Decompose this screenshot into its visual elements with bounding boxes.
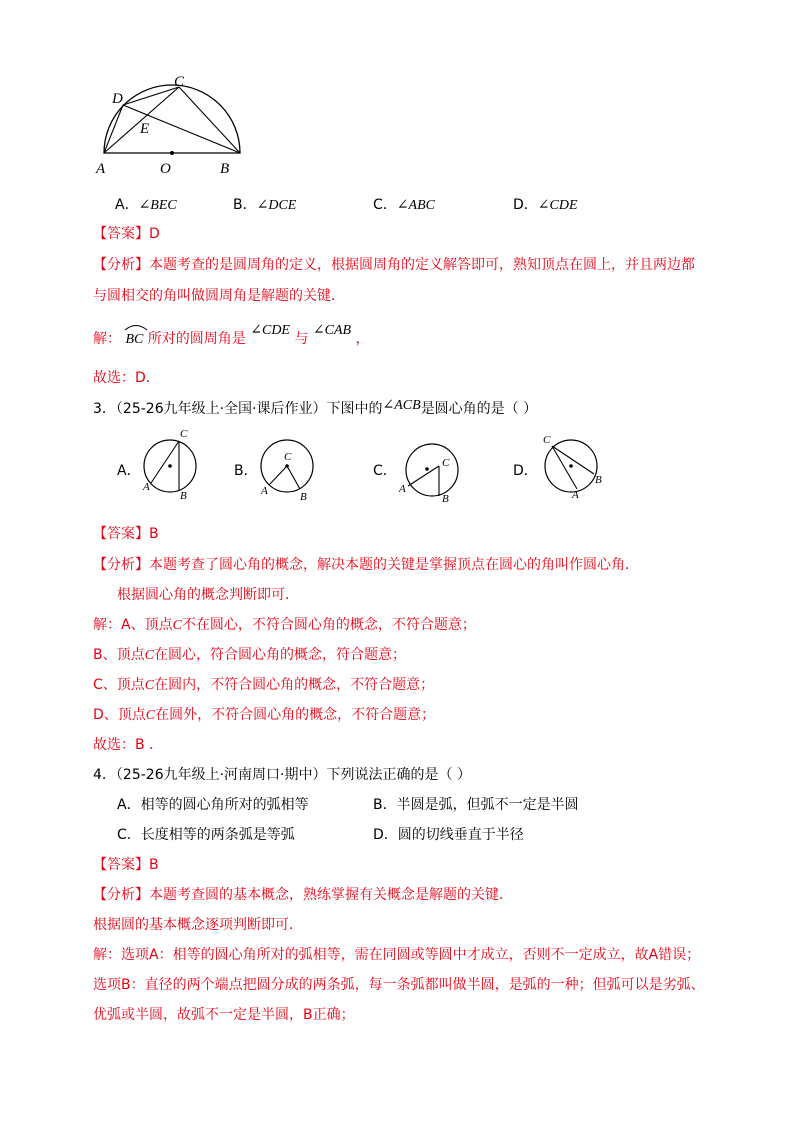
svg-text:A: A [572, 489, 579, 501]
label-b: B [220, 161, 230, 177]
q4-option-d[interactable]: D．圆的切线垂直于半径 [373, 827, 524, 843]
svg-text:C: C [180, 428, 188, 440]
label-d: D [112, 91, 123, 107]
q4-option-c[interactable]: C．长度相等的两条弧是等弧 [117, 827, 295, 843]
q4-option-b[interactable]: B．半圆是弧，但弧不一定是半圆 [373, 797, 579, 813]
q3-option-a-label[interactable]: A． [117, 463, 141, 479]
svg-text:B: B [442, 493, 449, 505]
q3-analysis-line-1: 【分析】本题考查了圆心角的概念，解决本题的关键是掌握顶点在圆心的角叫作圆心角． [93, 557, 639, 573]
q4-option-a[interactable]: A．相等的圆心角所对的弧相等 [117, 797, 309, 813]
q4-stem: 4．（25-26九年级上·河南周口·期中）下列说法正确的是（ ） [93, 767, 471, 783]
q3-answer: 【答案】B [93, 526, 159, 542]
q4-analysis-line-1: 【分析】本题考查圆的基本概念，熟练掌握有关概念是解题的关键． [93, 887, 513, 903]
q3-solution-b: B、顶点C在圆心，符合圆心角的概念，符合题意； [93, 647, 406, 663]
q3-solution-a: 解：A、顶点C不在圆心，不符合圆心角的概念，不符合题意； [93, 617, 476, 633]
q3-option-d-label[interactable]: D． [513, 463, 538, 479]
q3-option-c-figure[interactable] [396, 440, 462, 505]
q3-stem: 3．（25-26九年级上·全国·课后作业）下图中的∠ACB是圆心角的是（ ） [93, 398, 538, 417]
q2-answer: 【答案】D [93, 226, 160, 242]
q3-option-c-label[interactable]: C． [373, 463, 397, 479]
q2-option-c[interactable]: C．∠ABC [373, 197, 435, 213]
svg-text:C: C [543, 434, 551, 446]
label-a: A [96, 161, 106, 177]
svg-text:C: C [442, 457, 450, 469]
q2-analysis-line-2: 与圆相交的角叫做圆周角是解题的关键． [93, 288, 345, 304]
q4-solution-line-2: 选项B：直径的两个端点把圆分成的两条弧，每一条弧都叫做半圆，是弧的一种；但弧可以是劣弧、 [93, 977, 705, 993]
svg-text:A: A [143, 481, 150, 493]
q4-analysis-line-2: 根据圆的基本概念逐项判断即可． [93, 917, 303, 933]
label-o: O [160, 161, 171, 177]
svg-text:A: A [261, 485, 268, 497]
svg-text:C: C [284, 451, 292, 463]
arc-bc: BC [125, 331, 143, 349]
q4-solution-line-1: 解：选项A：相等的圆心角所对的弧相等，需在同圆或等圆中才成立，否则不一定成立，故A错误； [93, 947, 701, 963]
semicircle-figure [92, 74, 252, 180]
q3-solution-d: D、顶点C在圆外，不符合圆心角的概念，不符合题意； [93, 707, 436, 723]
q3-option-b-label[interactable]: B． [234, 463, 258, 479]
q2-option-b[interactable]: B．∠DCE [233, 197, 297, 213]
q2-option-a[interactable]: A．∠BEC [115, 197, 177, 213]
q3-solution-c: C、顶点C在圆内，不符合圆心角的概念，不符合题意； [93, 677, 435, 693]
svg-text:B: B [595, 474, 602, 486]
q3-option-a-figure[interactable] [140, 426, 200, 500]
q4-answer: 【答案】B [93, 857, 159, 873]
q3-option-d-figure[interactable] [538, 432, 606, 501]
label-c: C [174, 74, 185, 90]
label-e: E [140, 121, 150, 137]
q3-analysis-line-2: 根据圆心角的概念判断即可． [117, 587, 299, 603]
svg-text:B: B [180, 490, 187, 502]
q4-solution-line-3: 优弧或半圆，故弧不一定是半圆，B正确； [93, 1007, 355, 1023]
q2-choice: 故选：D． [93, 370, 160, 386]
svg-text:A: A [399, 483, 406, 495]
q2-option-d[interactable]: D．∠CDE [513, 197, 578, 213]
q2-analysis-line-1: 【分析】本题考查的是圆周角的定义，根据圆周角的定义解答即可，熟知顶点在圆上，并且两边都 [93, 257, 695, 273]
svg-text:B: B [300, 491, 307, 503]
q3-choice: 故选：B ． [93, 737, 164, 753]
q3-option-b-figure[interactable] [256, 436, 318, 502]
q2-solution: 解： BC 所对的圆周角是 ∠CDE 与 ∠CAB ， [93, 323, 370, 347]
